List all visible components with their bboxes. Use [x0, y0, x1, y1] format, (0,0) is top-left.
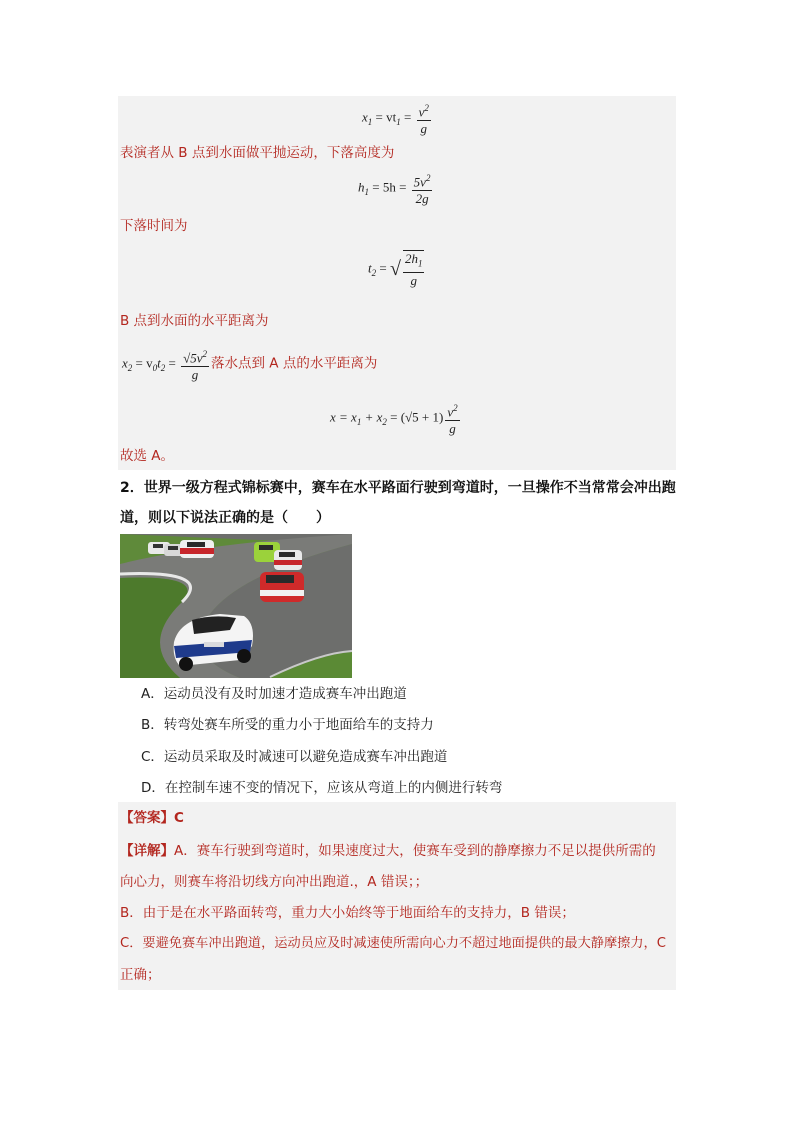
solution-shade-answer: [118, 802, 676, 990]
line-b-distance: B 点到水面的水平距离为: [120, 313, 269, 329]
option-c[interactable]: C．运动员采取及时减速可以避免造成赛车冲出跑道: [141, 749, 448, 765]
detail-c-line2: 正确；: [120, 967, 161, 983]
detail-c-line1: C．要避免赛车冲出跑道，运动员应及时减速使所需向心力不超过地面提供的最大静摩擦力，C: [120, 936, 666, 951]
option-a[interactable]: A．运动员没有及时加速才造成赛车冲出跑道: [141, 686, 407, 702]
option-b[interactable]: B．转弯处赛车所受的重力小于地面给车的支持力: [141, 717, 434, 733]
equation-t2: $t_2$ = √ $\frac{2h_1}{g}$: [368, 251, 423, 288]
equation-x1: $x_1 = vt_1$ = $\frac{v^2}{g}$: [362, 100, 433, 137]
line-fall-time: 下落时间为: [120, 218, 188, 234]
equation-h1: $h_1 = 5h$ = $\frac{5v^2}{2g}$: [358, 170, 434, 207]
detail-label: 【详解】: [120, 843, 174, 859]
line-choose-answer: 故选 A。: [120, 448, 175, 464]
equation-x2: $x_2 = v_0t_2$ = $\frac{√5v^2}{g}$ 落水点到 A 点的水平距离为: [122, 346, 377, 383]
option-d[interactable]: D．在控制车速不变的情况下，应该从弯道上的内侧进行转弯: [141, 780, 503, 796]
detail-a-line2: 向心力，则赛车将沿切线方向冲出跑道.，A 错误；；: [120, 874, 429, 890]
answer-label: 【答案】C: [120, 810, 184, 826]
race-car-photo: [120, 534, 352, 678]
question-2-text: 2．世界一级方程式锦标赛中，赛车在水平路面行驶到弯道时，一旦操作不当常常会冲出跑: [120, 480, 676, 496]
equation-x-total: $x = x_1 + x_2 = (√5 + 1)$ $\frac{v^2}{g}$: [330, 400, 462, 437]
detail-b: B．由于是在水平路面转弯，重力大小始终等于地面给车的支持力，B 错误；: [120, 905, 575, 921]
question-2-text-line2: 道，则以下说法正确的是（ ）: [120, 510, 330, 526]
line-horizontal-throw: 表演者从 B 点到水面做平抛运动，下落高度为: [120, 145, 395, 161]
detail-a-line1: 【详解】A．赛车行驶到弯道时，如果速度过大，使赛车受到的静摩擦力不足以提供所需的: [120, 843, 656, 859]
